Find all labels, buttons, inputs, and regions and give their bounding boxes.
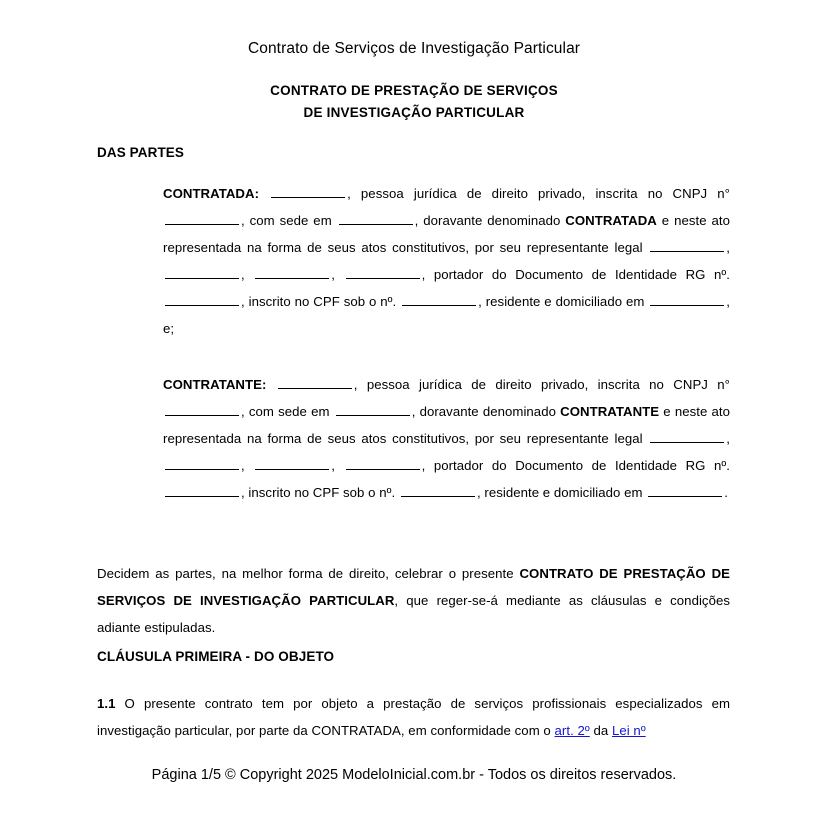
contratada-comma-3: , <box>331 267 335 282</box>
party-block-contratada <box>163 180 730 342</box>
decidem-emphasis: CONTRATO DE PRESTAÇÃO DE SERVIÇOS DE INVESTIGAÇÃO PARTICULAR <box>97 566 730 608</box>
contratante-text-2: , com sede em <box>241 404 330 419</box>
contratante-comma-3: , <box>331 458 335 473</box>
contratada-emphasis: CONTRATADA <box>565 213 657 228</box>
contratante-comma-2: , <box>241 458 245 473</box>
contratada-text-4: e neste ato representada na forma de seus atos constitutivos, por seu representante legal <box>163 213 730 255</box>
contratada-text-7: , inscrito no CPF sob o nº. <box>241 294 397 309</box>
contratada-comma-1: , <box>726 240 731 255</box>
document-header-title: Contrato de Serviços de Investigação Particular <box>247 40 581 57</box>
section-heading-clausula-primeira: CLÁUSULA PRIMEIRA - DO OBJETO <box>97 649 335 664</box>
contratada-text-9: , e; <box>163 294 730 336</box>
contratada-label: CONTRATADA: <box>163 186 260 201</box>
paragraph-decidem-as-partes <box>97 560 730 641</box>
item-1-1-text: O presente contrato tem por objeto a prestação de serviços profissionais especializados em investigação particular, por parte da CONTRATADA, em conformidade com o <box>97 696 730 738</box>
blank-field[interactable] <box>650 240 724 252</box>
blank-field[interactable] <box>255 267 329 279</box>
blank-field[interactable] <box>346 267 420 279</box>
blank-field[interactable] <box>278 377 352 389</box>
main-heading-line-2: DE INVESTIGAÇÃO PARTICULAR <box>303 105 525 120</box>
blank-field[interactable] <box>165 458 239 470</box>
blank-field[interactable] <box>271 186 345 198</box>
blank-field[interactable] <box>401 485 475 497</box>
blank-field[interactable] <box>255 458 329 470</box>
contratante-text-3: , doravante denominado <box>411 404 561 419</box>
contratante-label: CONTRATANTE: <box>163 377 267 392</box>
section-heading-das-partes: DAS PARTES <box>97 145 185 160</box>
contratante-text-8: , residente e domiciliado em <box>476 485 643 500</box>
contratante-text-1: , pessoa jurídica de direito privado, inscrita no CNPJ n <box>353 377 725 392</box>
contratante-emphasis: CONTRATANTE <box>560 404 660 419</box>
blank-field[interactable] <box>648 485 722 497</box>
blank-field[interactable] <box>346 458 420 470</box>
blank-field[interactable] <box>336 404 410 416</box>
link-lei[interactable]: Lei nº <box>611 723 646 738</box>
blank-field[interactable] <box>650 431 724 443</box>
blank-field[interactable] <box>165 294 239 306</box>
item-number: 1.1 <box>97 696 116 711</box>
contratada-comma-2: , <box>241 267 245 282</box>
ordinal-indicator: ° <box>724 377 730 392</box>
contratada-text-6: , portador do Documento de Identidade RG nº. <box>421 267 731 282</box>
contratante-text-7: , inscrito no CPF sob o nº. <box>241 485 396 500</box>
contratada-text-1: , pessoa jurídica de direito privado, inscrita no CNPJ n <box>347 186 725 201</box>
link-art-2[interactable]: art. 2º <box>554 723 590 738</box>
contratante-text-6: , portador do Documento de Identidade RG nº. <box>421 458 731 473</box>
main-heading-line-1: CONTRATO DE PRESTAÇÃO DE SERVIÇOS <box>270 83 558 98</box>
blank-field[interactable] <box>165 267 239 279</box>
contratante-comma-1: , <box>726 431 731 446</box>
contratante-text-4: e neste ato representada na forma de seus atos constitutivos, por seu representante legal <box>163 404 730 446</box>
page-footer: Página 1/5 © Copyright 2025 ModeloInicial.com.br - Todos os direitos reservados. <box>151 767 677 783</box>
blank-field[interactable] <box>165 404 239 416</box>
contratada-text-8: , residente e domiciliado em <box>478 294 645 309</box>
contratante-text-9: . <box>724 485 728 500</box>
blank-field[interactable] <box>402 294 476 306</box>
decidem-text-part-2: , que reger-se-á mediante as cláusulas e condições adiante estipuladas. <box>97 593 730 635</box>
item-1-1-between-links: da <box>589 723 612 738</box>
party-block-contratante <box>163 371 730 506</box>
blank-field[interactable] <box>339 213 413 225</box>
ordinal-indicator: ° <box>724 186 730 201</box>
blank-field[interactable] <box>165 485 239 497</box>
contratada-text-3: , doravante denominado <box>414 213 566 228</box>
document-main-heading <box>0 80 828 124</box>
paragraph-item-1-1 <box>97 690 730 744</box>
blank-field[interactable] <box>165 213 239 225</box>
decidem-text-part-1: Decidem as partes, na melhor forma de direito, celebrar o presente <box>97 566 520 581</box>
contratada-text-2: , com sede em <box>241 213 332 228</box>
blank-field[interactable] <box>650 294 724 306</box>
